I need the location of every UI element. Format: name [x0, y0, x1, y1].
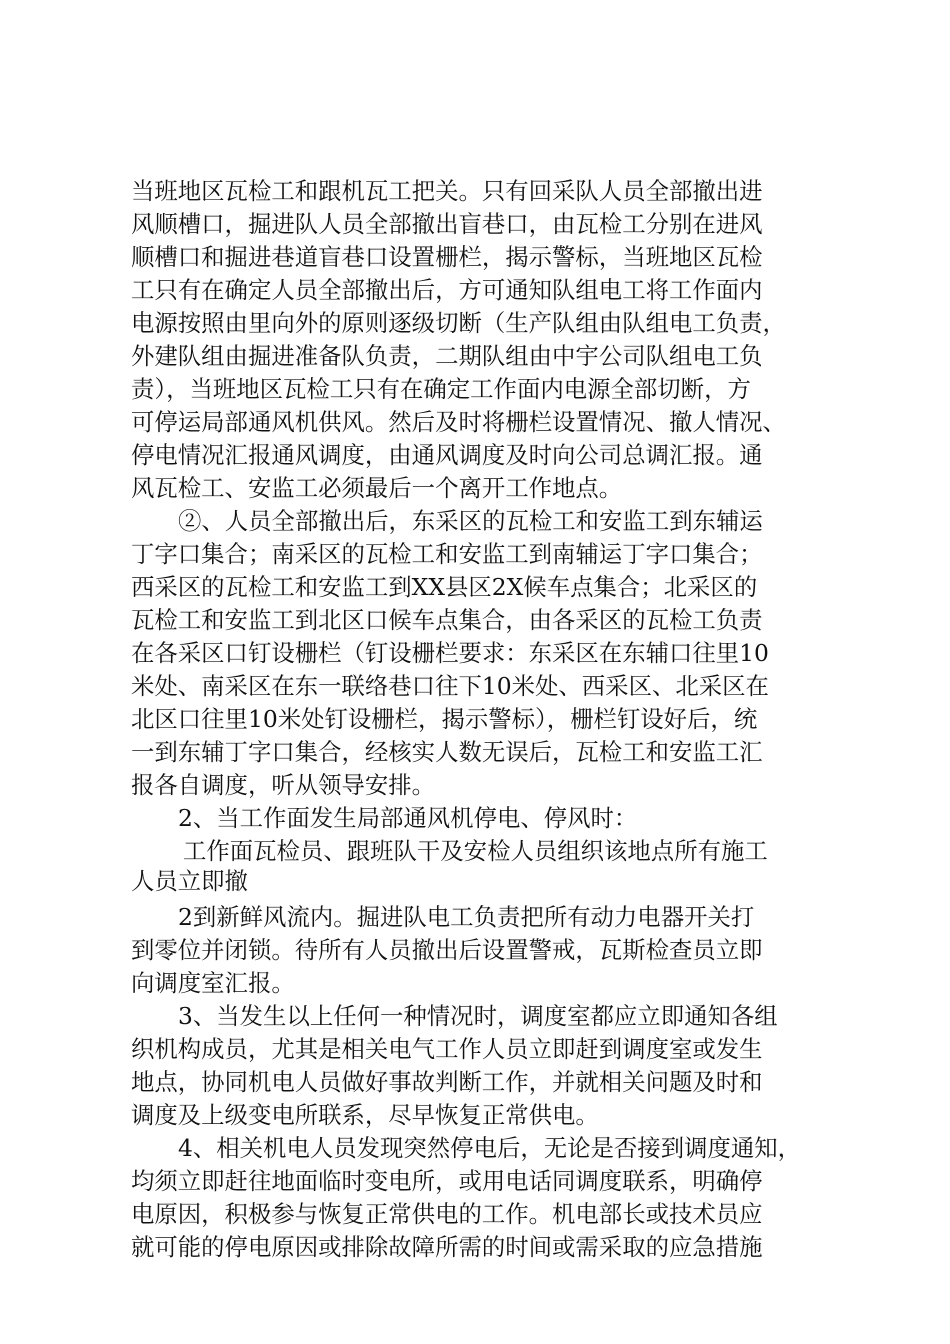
- text-line: 可停运局部通风机供风。然后及时将栅栏设置情况、撤人情况、: [131, 408, 786, 436]
- text-line: 停电情况汇报通风调度，由通风调度及时向公司总调汇报。通: [131, 441, 763, 469]
- text-line: 均须立即赶往地面临时变电所，或用电话同调度联系，明确停: [131, 1167, 763, 1195]
- text-line: 北区口往里10米处钉设栅栏，揭示警标），栅栏钉设好后，统: [131, 705, 758, 733]
- text-line: 当班地区瓦检工和跟机瓦工把关。只有回采队人员全部撤出进: [131, 177, 763, 205]
- paragraph-first-line: 2、当工作面发生局部通风机停电、停风时：: [178, 804, 638, 832]
- paragraph-first-line: 3、当发生以上任何一种情况时，调度室都应立即通知各组: [178, 1002, 778, 1030]
- text-line: 电原因，积极参与恢复正常供电的工作。机电部长或技术员应: [131, 1200, 763, 1228]
- text-line: 外建队组由掘进准备队负责，二期队组由中宇公司队组电工负: [131, 342, 763, 370]
- text-line: 西采区的瓦检工和安监工到XX县区2X候车点集合；北采区的: [131, 573, 758, 601]
- paragraph-first-line: 工作面瓦检员、跟班队干及安检人员组织该地点所有施工: [183, 837, 768, 865]
- text-line: 责），当班地区瓦检工只有在确定工作面内电源全部切断，方: [131, 375, 751, 403]
- text-line: 工只有在确定人员全部撤出后，方可通知队组电工将工作面内: [131, 276, 763, 304]
- text-line: 电源按照由里向外的原则逐级切断（生产队组由队组电工负责，: [131, 309, 786, 337]
- paragraph-first-line: ②、人员全部撤出后，东采区的瓦检工和安监工到东辅运: [178, 507, 763, 535]
- paragraph-first-line: 4、相关机电人员发现突然停电后，无论是否接到调度通知，: [178, 1134, 802, 1162]
- text-line: 一到东辅丁字口集合，经核实人数无误后，瓦检工和安监工汇: [131, 738, 763, 766]
- text-line: 在各采区口钉设栅栏（钉设栅栏要求：东采区在东辅口往里10: [131, 639, 769, 667]
- paragraph-first-line: 2到新鲜风流内。掘进队电工负责把所有动力电器开关打: [178, 903, 755, 931]
- text-line: 风瓦检工、安监工必须最后一个离开工作地点。: [131, 474, 623, 502]
- text-line: 风顺槽口，掘进队人员全部撤出盲巷口，由瓦检工分别在进风: [131, 210, 763, 238]
- text-line: 调度及上级变电所联系，尽早恢复正常供电。: [131, 1101, 599, 1129]
- text-line: 米处、南采区在东一联络巷口往下10米处、西采区、北采区在: [131, 672, 769, 700]
- text-line: 人员立即撤: [131, 867, 248, 895]
- text-line: 织机构成员，尤其是相关电气工作人员立即赶到调度室或发生: [131, 1035, 763, 1063]
- text-line: 就可能的停电原因或排除故障所需的时间或需采取的应急措施: [131, 1233, 763, 1261]
- text-line: 瓦检工和安监工到北区口候车点集合，由各采区的瓦检工负责: [131, 606, 763, 634]
- text-line: 顺槽口和掘进巷道盲巷口设置栅栏，揭示警标，当班地区瓦检: [131, 243, 763, 271]
- text-line: 向调度室汇报。: [131, 969, 295, 997]
- text-line: 报各自调度，听从领导安排。: [131, 771, 436, 799]
- text-line: 到零位并闭锁。待所有人员撤出后设置警戒，瓦斯检查员立即: [131, 936, 763, 964]
- text-line: 丁字口集合；南采区的瓦检工和安监工到南辅运丁字口集合；: [131, 540, 763, 568]
- text-line: 地点，协同机电人员做好事故判断工作，并就相关问题及时和: [131, 1068, 763, 1096]
